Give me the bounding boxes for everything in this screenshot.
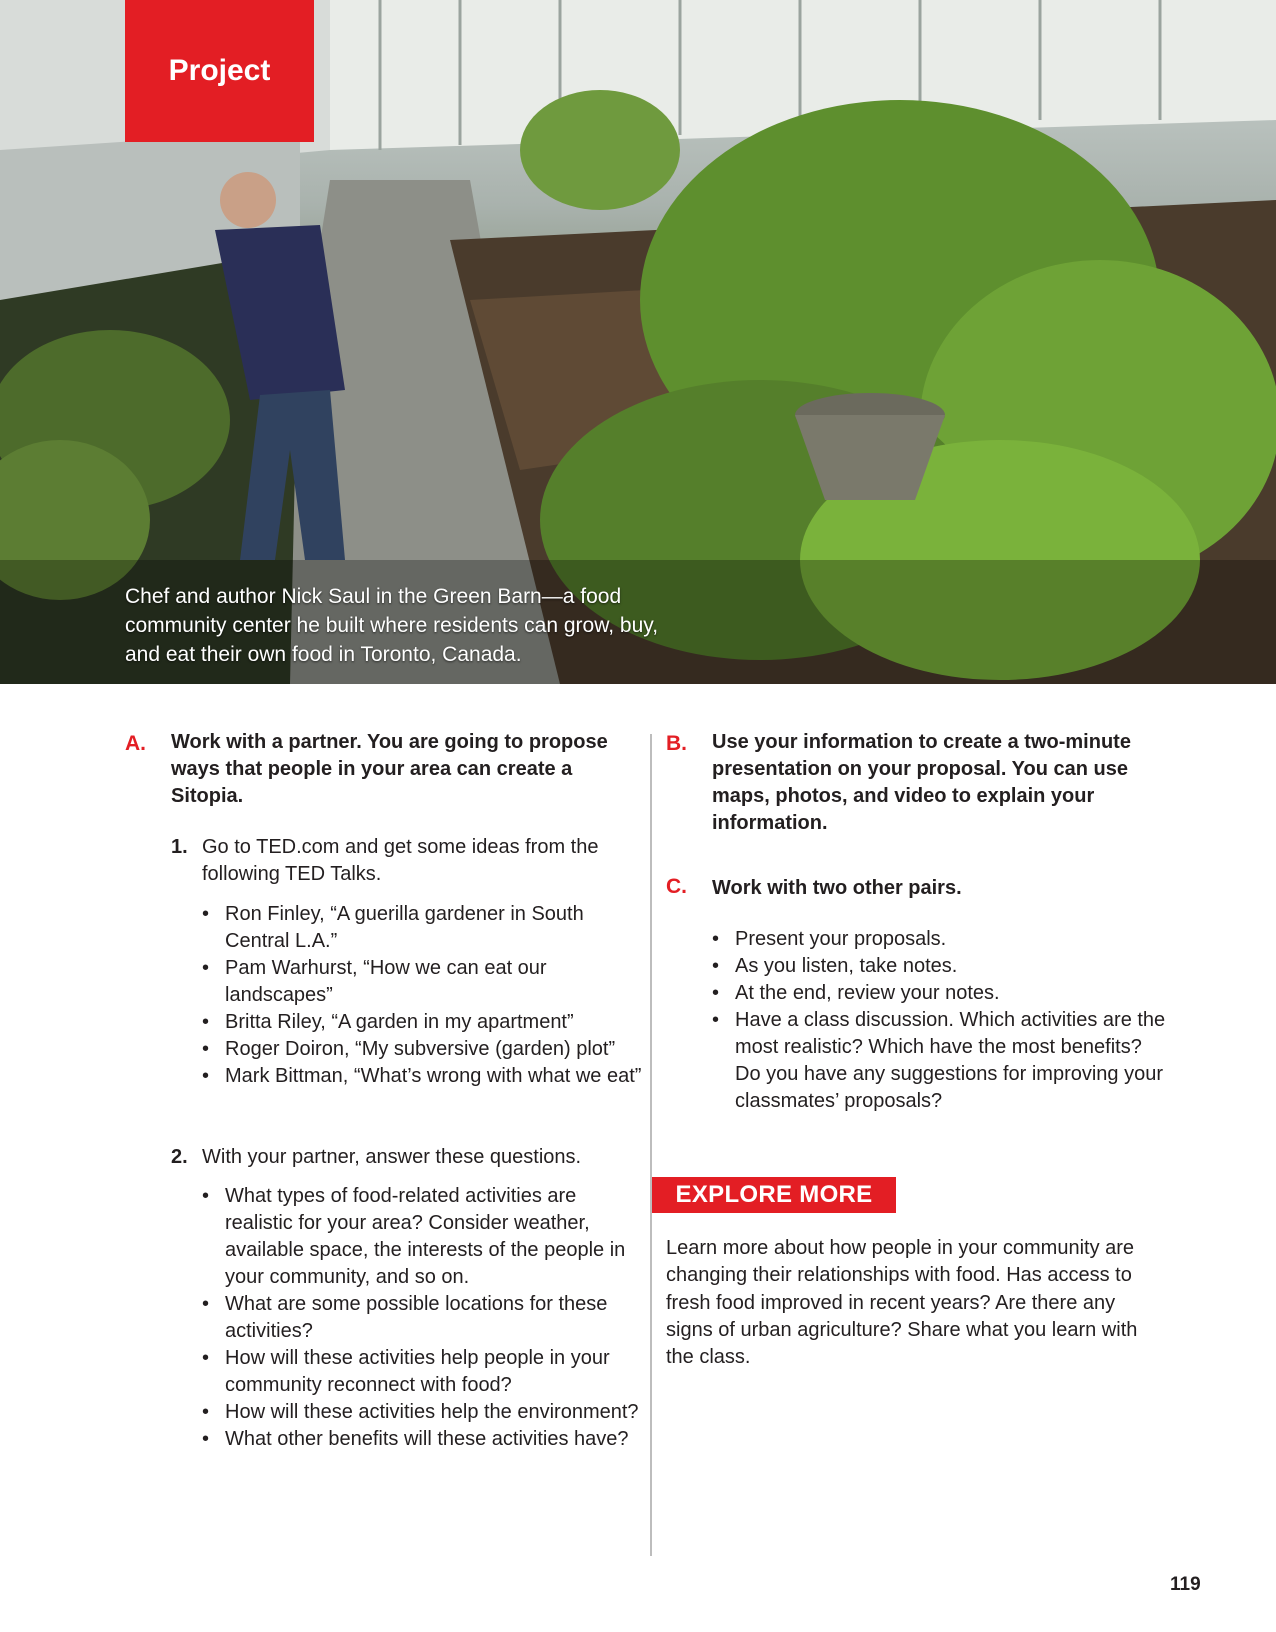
list-item: • What are some possible locations for these activities? [202, 1291, 642, 1345]
list-item: • Mark Bittman, “What’s wrong with what we eat” [202, 1063, 642, 1090]
item-1-number: 1. [171, 836, 188, 858]
ted-talks-list [202, 901, 642, 1090]
project-tab: Project [125, 0, 314, 142]
column-divider [650, 734, 652, 1556]
explore-more-banner: EXPLORE MORE [652, 1177, 896, 1213]
item-1-text: Go to TED.com and get some ideas from the following TED Talks. [202, 836, 599, 885]
photo-caption: Chef and author Nick Saul in the Green Barn—a food community center he built where residents can grow, buy, and eat their own food in Toronto, Canada. [125, 585, 659, 666]
item-2-number: 2. [171, 1146, 188, 1168]
list-item: • How will these activities help the environment? [202, 1399, 642, 1426]
list-item: • What types of food-related activities are realistic for your area? Consider weather, available space, the interests of the people in your community, and so on. [202, 1183, 642, 1291]
list-item: • Present your proposals. [712, 926, 1172, 953]
list-item: • Roger Doiron, “My subversive (garden) plot” [202, 1036, 642, 1063]
section-b-heading: Use your information to create a two-minute presentation on your proposal. You can use maps, photos, and video to explain your information. [712, 731, 1131, 834]
discussion-list [712, 926, 1172, 1115]
section-a-letter: A. [125, 732, 146, 755]
section-c-heading: Work with two other pairs. [712, 877, 962, 899]
list-item: • Ron Finley, “A guerilla gardener in South Central L.A.” [202, 901, 642, 955]
questions-list [202, 1183, 642, 1453]
list-item: • As you listen, take notes. [712, 953, 1172, 980]
list-item: • What other benefits will these activities have? [202, 1426, 642, 1453]
list-item: • Have a class discussion. Which activities are the most realistic? Which have the most benefits? Do you have any suggestions for improving your classmates’ proposals? [712, 1007, 1172, 1115]
section-a-heading: Work with a partner. You are going to propose ways that people in your area can create a Sitopia. [171, 731, 608, 807]
explore-more-text: Learn more about how people in your community are changing their relationships with food. Has access to fresh food improved in recent years? Are there any signs of urban agriculture? Share what you learn with the class. [666, 1237, 1138, 1369]
list-item: • How will these activities help people in your community reconnect with food? [202, 1345, 642, 1399]
item-2-text: With your partner, answer these questions. [202, 1146, 582, 1168]
list-item: • At the end, review your notes. [712, 980, 1172, 1007]
page-number: 119 [1170, 1574, 1201, 1595]
section-b-letter: B. [666, 732, 687, 755]
list-item: • Pam Warhurst, “How we can eat our landscapes” [202, 955, 642, 1009]
list-item: • Britta Riley, “A garden in my apartment” [202, 1009, 642, 1036]
section-c-letter: C. [666, 875, 687, 898]
